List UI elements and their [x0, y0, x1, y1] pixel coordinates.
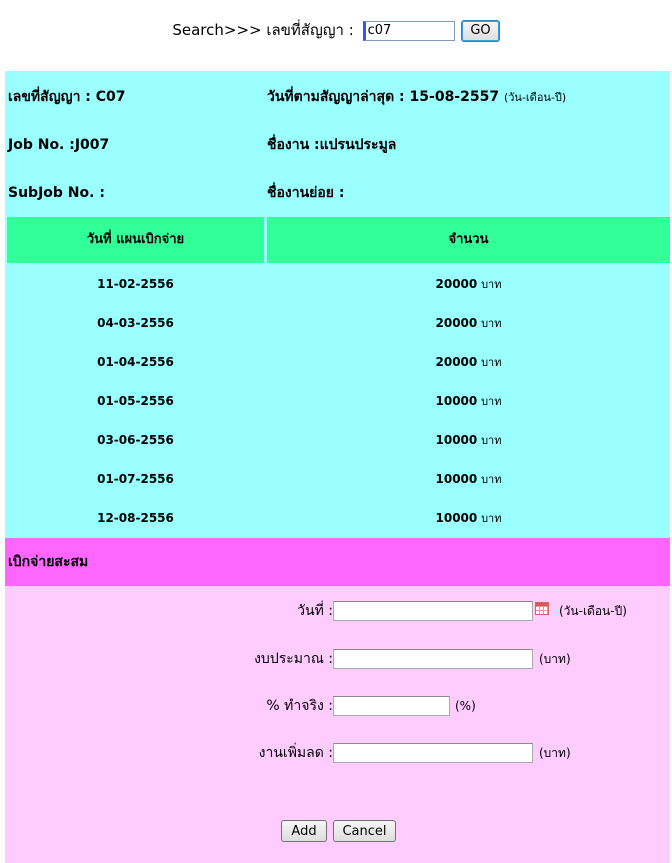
change-label: งานเพิ่มลด : — [258, 745, 333, 761]
amount-value: 10000 — [435, 472, 478, 486]
form-buttons — [5, 820, 670, 844]
amount-value: 20000 — [435, 277, 478, 291]
amount-unit: บาท — [481, 395, 502, 408]
table-row — [7, 382, 670, 421]
column-header-date: วันที่ แผนเบิกจ่าย — [7, 217, 264, 263]
budget-input[interactable] — [333, 649, 533, 669]
amount-unit: บาท — [481, 317, 502, 330]
row-amount — [267, 343, 670, 382]
change-input[interactable] — [333, 743, 533, 763]
amount-value: 20000 — [435, 316, 478, 330]
go-button[interactable]: GO — [461, 20, 499, 42]
date-format-note: (วัน-เดือน-ปี) — [559, 604, 627, 618]
table-row — [7, 499, 670, 538]
table-row — [7, 460, 670, 499]
row-date: 12-08-2556 — [97, 511, 174, 525]
row-date: 03-06-2556 — [97, 433, 174, 447]
row-date: 01-07-2556 — [97, 472, 174, 486]
row-amount — [267, 460, 670, 499]
contract-info-panel — [5, 71, 670, 538]
job-row — [5, 133, 670, 157]
row-amount — [267, 421, 670, 460]
amount-value: 10000 — [435, 511, 478, 525]
row-date: 11-02-2556 — [97, 277, 174, 291]
table-row — [7, 421, 670, 460]
row-amount — [267, 382, 670, 421]
date-input[interactable] — [333, 601, 533, 621]
amount-value: 10000 — [435, 433, 478, 447]
contract-search-input[interactable] — [363, 21, 455, 41]
job-no: Job No. :J007 — [8, 137, 110, 153]
progress-label: % ทำจริง : — [266, 698, 333, 714]
amount-value: 20000 — [435, 355, 478, 369]
amount-unit: บาท — [481, 473, 502, 486]
cancel-button[interactable]: Cancel — [333, 820, 396, 842]
amount-unit: บาท — [481, 278, 502, 291]
subjob-no: SubJob No. : — [8, 185, 105, 201]
latest-date-value: วันที่ตามสัญญาล่าสุด : 15-08-2557 — [267, 89, 500, 105]
latest-date — [267, 85, 566, 110]
section-title-accumulated: เบิกจ่ายสะสม — [5, 538, 670, 586]
accumulated-form — [5, 586, 670, 863]
progress-row — [5, 694, 670, 718]
calendar-icon[interactable] — [535, 602, 549, 615]
row-amount — [267, 265, 670, 304]
amount-value: 10000 — [435, 394, 478, 408]
search-bar — [0, 18, 672, 42]
budget-row — [5, 647, 670, 671]
amount-unit: บาท — [481, 434, 502, 447]
column-header-amount: จำนวน — [267, 217, 670, 263]
job-name: ชื่องาน :แปรนประมูล — [267, 137, 397, 153]
budget-label: งบประมาณ : — [254, 651, 333, 667]
change-unit-note: (บาท) — [539, 746, 571, 760]
row-date: 04-03-2556 — [97, 316, 174, 330]
payments-table-body — [7, 265, 670, 538]
table-row — [7, 343, 670, 382]
amount-unit: บาท — [481, 356, 502, 369]
contract-row — [5, 85, 670, 109]
row-amount — [267, 304, 670, 343]
table-row — [7, 265, 670, 304]
subjob-name: ชื่องานย่อย : — [267, 185, 345, 201]
add-button[interactable]: Add — [281, 820, 327, 842]
progress-unit-note: (%) — [455, 699, 476, 713]
progress-input[interactable] — [333, 696, 450, 716]
date-label: วันที่ : — [297, 603, 333, 619]
change-row — [5, 741, 670, 765]
row-date: 01-05-2556 — [97, 394, 174, 408]
row-amount — [267, 499, 670, 538]
subjob-row — [5, 181, 670, 205]
table-row — [7, 304, 670, 343]
contract-no: เลขที่สัญญา : C07 — [8, 89, 126, 105]
date-row — [5, 599, 670, 623]
row-date: 01-04-2556 — [97, 355, 174, 369]
date-format-note: (วัน-เดือน-ปี) — [503, 91, 567, 104]
budget-unit-note: (บาท) — [539, 652, 571, 666]
amount-unit: บาท — [481, 512, 502, 525]
search-label: Search>>> เลขที่สัญญา : — [172, 21, 354, 39]
payments-table-header — [7, 217, 670, 263]
